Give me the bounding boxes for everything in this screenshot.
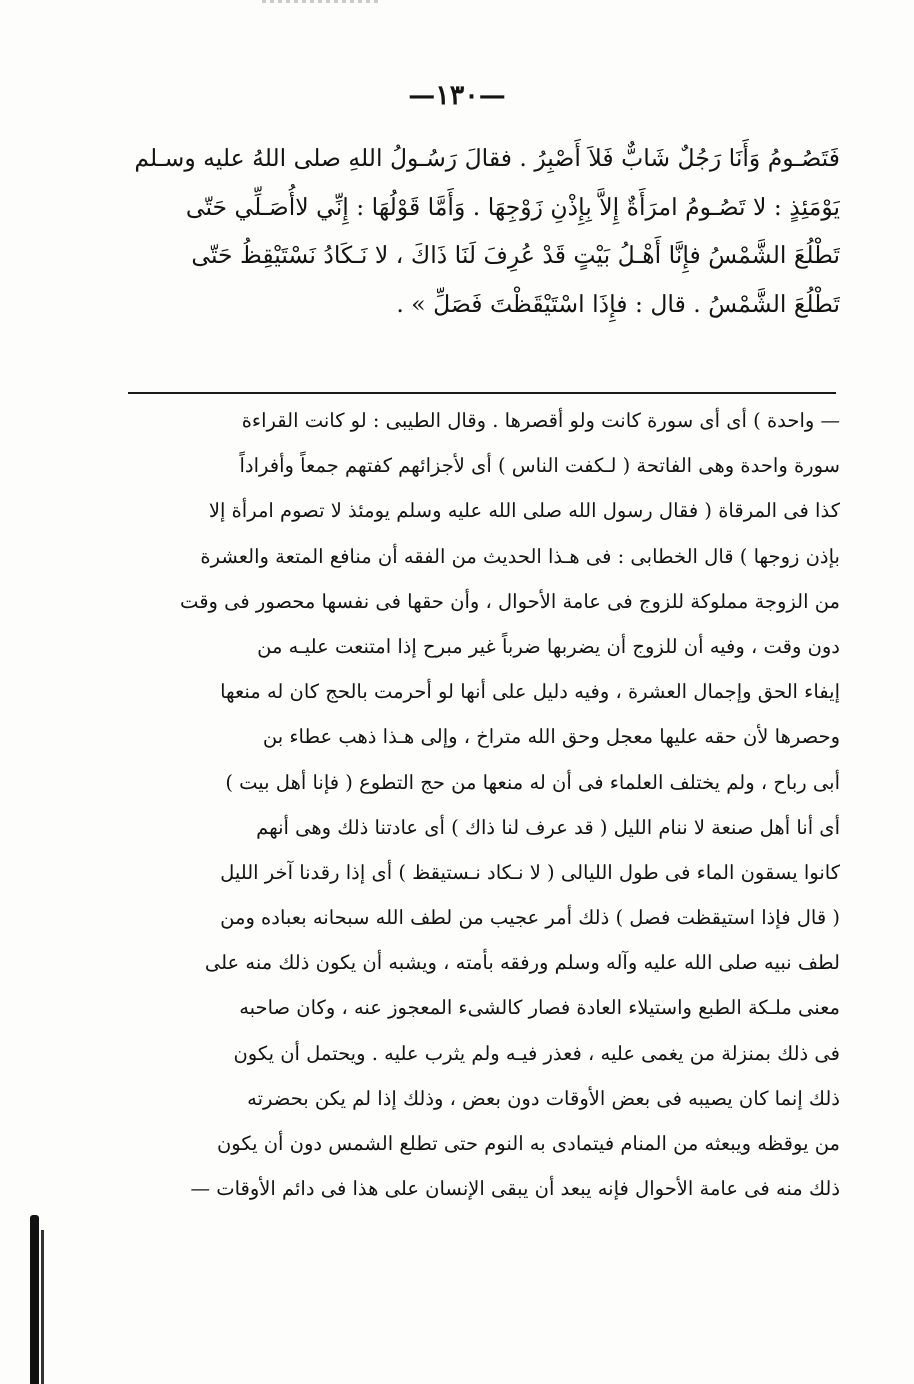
footnote-line: كذا فى المرقاة ( فقال رسول الله صلى الله عليه وسلم يومئذ لا تصوم امرأة إلا (208, 499, 840, 523)
footnote-line: أبى رباح ، ولم يختلف العلماء فى أن له منعها من حج التطوع ( فإنا أهل بيت ) (225, 770, 840, 794)
footnote-line: ذلك إنما كان يصيبه فى بعض الأوقات دون بعض ، وذلك إذا لم يكن بحضرته (247, 1086, 840, 1110)
footnote-line: بإذن زوجها ) قال الخطابى : فى هـذا الحديث من الفقه أن منافع المتعة والعشرة (200, 544, 840, 568)
footnote-line: ذلك منه فى عامة الأحوال فإنه يبعد أن يبقى الإنسان على هذا فى دائم الأوقات — (190, 1177, 840, 1201)
footnote-line: دون وقت ، وفيه أن للزوج أن يضربها ضرباً غير مبرح إذا امتنعت عليـه من (257, 634, 840, 658)
main-text-line: تَطْلُعَ الشَّمْسُ فإِنَّا أَهْـلُ بَيْتٍ قَدْ عُرِفَ لَنَا ذَاكَ ، لا نَـكَادُ نَسْتَيْقِظُ حَتّى (191, 241, 840, 269)
footnote-line: فى ذلك بمنزلة من يغمى عليه ، فعذر فيـه ولم يثرب عليه . ويحتمل أن يكون (233, 1041, 840, 1065)
footnote-line: لطف نبيه صلى الله عليه وآله وسلم ورفقه بأمته ، ويشبه أن يكون ذلك منه على (204, 951, 840, 975)
footnote-line: من يوقظه ويبعثه من المنام فيتمادى به النوم حتى تطلع الشمس دون أن يكون (216, 1132, 840, 1155)
main-text-line: يَوْمَئِذٍ : لا تَصُـومُ امرَأَةٌ إِلاَّ بِإِذْنِ زَوْجِهَا . وَأَمَّا قَوْلُهَا : إِنِّي لاأُصَـلِّي حَتّى (185, 192, 840, 221)
footnote-line: سورة واحدة وهى الفاتحة ( لـكفت الناس ) أى لأجزائهم كفتهم جمعاً وأفراداً (239, 454, 840, 478)
main-text-line: فَتَصُـومُ وَأَنَا رَجُلٌ شَابٌّ فَلاَ أَصْبِرُ . فقالَ رَسُـولُ اللهِ صلى اللهُ عليه وسـلم (134, 144, 840, 172)
scan-speck (262, 0, 382, 3)
footnote-line: — واحدة ) أى أى سورة كانت ولو أقصرها . وقال الطيبى : لو كانت القراءة (241, 409, 840, 432)
footnote-line: كانوا يسقون الماء فى طول الليالى ( لا نـكاد نـستيقظ ) أى إذا رقدنا آخر الليل (220, 860, 840, 884)
footnote-line: أى أنا أهل صنعة لا ننام الليل ( قد عرف لنا ذاك ) أى عادتنا ذلك وهى أنهم (256, 815, 840, 839)
main-text-line: تَطْلُعَ الشَّمْسُ . قال : فإِذَا اسْتَيْقَظْتَ فَصَلِّ » . (396, 289, 840, 318)
binding-edge-shadow (41, 1230, 44, 1384)
page-number: —١٣٠— (408, 80, 506, 111)
footnote-line: معنى ملـكة الطبع واستيلاء العادة فصار كالشىء المعجوز عنه ، وكان صاحبه (239, 996, 840, 1020)
footnote-line: إيفاء الحق وإجمال العشرة ، وفيه دليل على أنها لو أحرمت بالحج كان له منعها (220, 680, 840, 704)
footnote-line: وحصرها لأن حقه عليها معجل وحق الله متراخ ، وإلى هـذا ذهب عطاء بن (262, 725, 840, 749)
main-text (118, 134, 840, 328)
footnote-line: من الزوجة مملوكة للزوج فى عامة الأحوال ، وأن حقها فى نفسها محصور فى وقت (180, 589, 840, 613)
footnote-line: ( قال فإذا استيقظت فصل ) ذلك أمر عجيب من لطف الله سبحانه بعباده ومن (220, 906, 840, 930)
footnote-text (118, 398, 840, 1211)
binding-edge (30, 1215, 39, 1384)
footnote-divider (128, 392, 836, 394)
